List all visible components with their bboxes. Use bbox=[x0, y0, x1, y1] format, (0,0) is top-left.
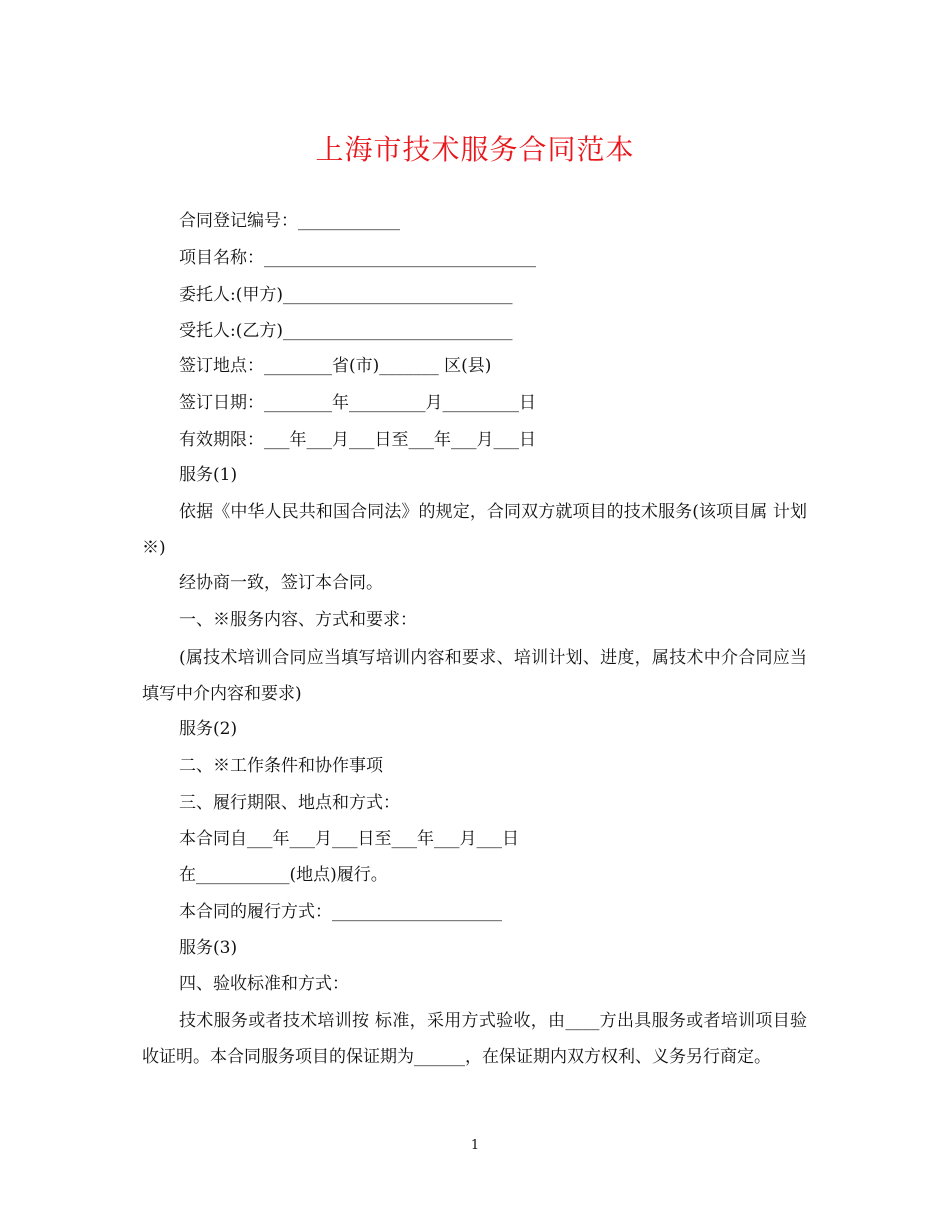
acceptance-paragraph: 技术服务或者技术培训按 标准，采用方式验收，由____方出具服务或者培训项目验收证明。本合同服务项目的保证期为______，在保证期内双方权利、义务另行商定。 bbox=[142, 1011, 807, 1067]
legal-basis-paragraph: 依据《中华人民共和国合同法》的规定，合同双方就项目的技术服务(该项目属 计划※) bbox=[142, 502, 807, 558]
agreement-line: 经协商一致，签订本合同。 bbox=[179, 573, 383, 593]
section-3-heading: 三、履行期限、地点和方式： bbox=[179, 793, 400, 813]
section-1-heading: 一、※服务内容、方式和要求： bbox=[179, 610, 417, 630]
service-1-heading: 服务(1) bbox=[179, 465, 238, 485]
performance-period-line: 本合同自___年___月___日至___年___月___日 bbox=[179, 829, 519, 849]
service-2-heading: 服务(2) bbox=[179, 719, 238, 739]
signing-date-line: 签订日期：________年_________月_________日 bbox=[179, 393, 536, 413]
project-name-line: 项目名称：________________________________ bbox=[179, 248, 536, 268]
client-party-a-line: 委托人:(甲方)___________________________ bbox=[179, 285, 513, 305]
signing-place-line: 签订地点：________省(市)_______ 区(县) bbox=[179, 356, 492, 376]
document-title: 上海市技术服务合同范本 bbox=[315, 133, 635, 166]
service-3-heading: 服务(3) bbox=[179, 938, 238, 958]
contractor-party-b-line: 受托人:(乙方)___________________________ bbox=[179, 321, 513, 341]
section-4-heading: 四、验收标准和方式： bbox=[179, 974, 349, 994]
training-note-paragraph: (属技术培训合同应当填写培训内容和要求、培训计划、进度，属技术中介合同应当填写中介内容和要求) bbox=[142, 648, 807, 704]
performance-method-line: 本合同的履行方式：____________________ bbox=[179, 902, 502, 922]
section-2-heading: 二、※工作条件和协作事项 bbox=[179, 756, 383, 776]
registration-number-line: 合同登记编号：____________ bbox=[179, 211, 400, 231]
performance-place-line: 在___________(地点)履行。 bbox=[179, 865, 388, 885]
validity-period-line: 有效期限：___年___月___日至___年___月___日 bbox=[179, 430, 536, 450]
page-number: 1 bbox=[470, 1138, 480, 1153]
